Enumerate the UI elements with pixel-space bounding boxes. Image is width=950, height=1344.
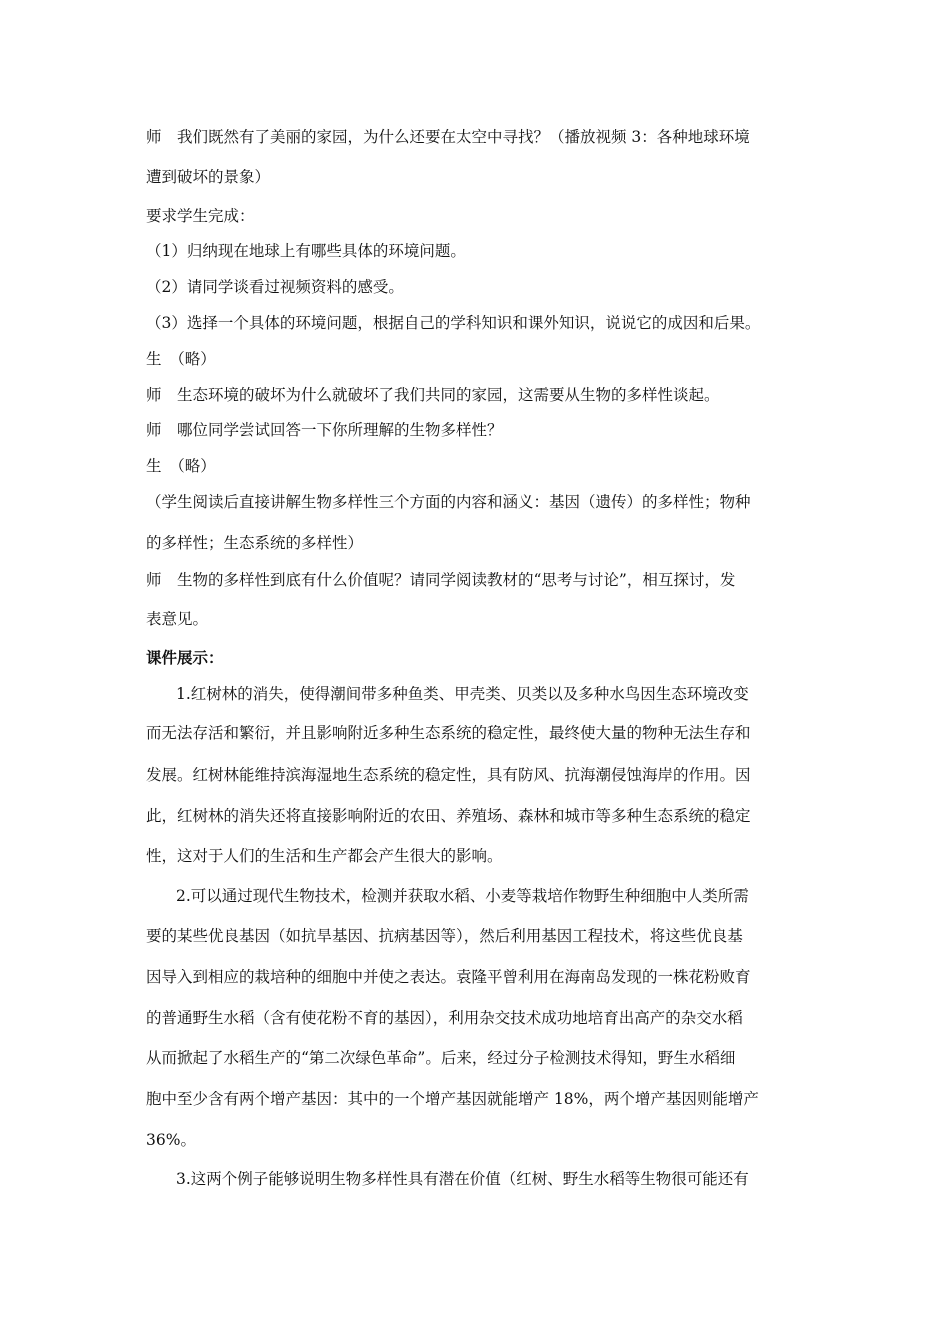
text-line: 从而掀起了水稻生产的“第二次绿色革命”。后来，经过分子检测技术得知，野生水稻细	[146, 1049, 736, 1067]
text-line: 胞中至少含有两个增产基因：其中的一个增产基因就能增产 18%，两个增产基因则能增产	[146, 1090, 759, 1108]
text-line: （学生阅读后直接讲解生物多样性三个方面的内容和涵义：基因（遗传）的多样性；物种	[146, 493, 751, 511]
text-line: 2.可以通过现代生物技术，检测并获取水稻、小麦等栽培作物野生种细胞中人类所需	[176, 887, 749, 905]
text-line: 生 （略）	[146, 457, 216, 475]
text-line: 性，这对于人们的生活和生产都会产生很大的影响。	[146, 847, 503, 865]
text-line: 1.红树林的消失，使得潮间带多种鱼类、甲壳类、贝类以及多种水鸟因生态环境改变	[176, 685, 749, 703]
text-line: （2）请同学谈看过视频资料的感受。	[146, 278, 404, 296]
text-line: 因导入到相应的栽培种的细胞中并使之表达。袁隆平曾利用在海南岛发现的一株花粉败育	[146, 968, 751, 986]
text-line: 3.这两个例子能够说明生物多样性具有潜在价值（红树、野生水稻等生物很可能还有	[176, 1170, 749, 1188]
text-line: （1）归纳现在地球上有哪些具体的环境问题。	[146, 242, 466, 260]
text-line: 发展。红树林能维持滨海湿地生态系统的稳定性，具有防风、抗海潮侵蚀海岸的作用。因	[146, 766, 751, 784]
text-line: 36%。	[146, 1131, 196, 1149]
text-line: 师 哪位同学尝试回答一下你所理解的生物多样性？	[146, 421, 503, 439]
text-line: 的多样性；生态系统的多样性）	[146, 534, 364, 552]
text-line: 师 生物的多样性到底有什么价值呢？请同学阅读教材的“思考与讨论”，相互探讨，发	[146, 571, 736, 589]
text-line: 的普通野生水稻（含有使花粉不育的基因），利用杂交技术成功地培育出高产的杂交水稻	[146, 1009, 743, 1027]
text-line: 遭到破坏的景象）	[146, 168, 271, 186]
text-line: （3）选择一个具体的环境问题，根据自己的学科知识和课外知识，说说它的成因和后果。	[146, 314, 761, 332]
text-line: 生 （略）	[146, 350, 216, 368]
text-line: 要的某些优良基因（如抗旱基因、抗病基因等），然后利用基因工程技术，将这些优良基	[146, 927, 743, 945]
text-line: 而无法存活和繁衍，并且影响附近多种生态系统的稳定性，最终使大量的物种无法生存和	[146, 724, 751, 742]
section-heading: 课件展示：	[146, 648, 224, 667]
text-line: 师 生态环境的破坏为什么就破坏了我们共同的家园，这需要从生物的多样性谈起。	[146, 386, 720, 404]
text-line: 师 我们既然有了美丽的家园，为什么还要在太空中寻找？（播放视频 3：各种地球环境	[146, 128, 750, 146]
text-line: 此，红树林的消失还将直接影响附近的农田、养殖场、森林和城市等多种生态系统的稳定	[146, 807, 751, 825]
text-line: 表意见。	[146, 610, 209, 628]
text-line: 要求学生完成：	[146, 207, 255, 225]
